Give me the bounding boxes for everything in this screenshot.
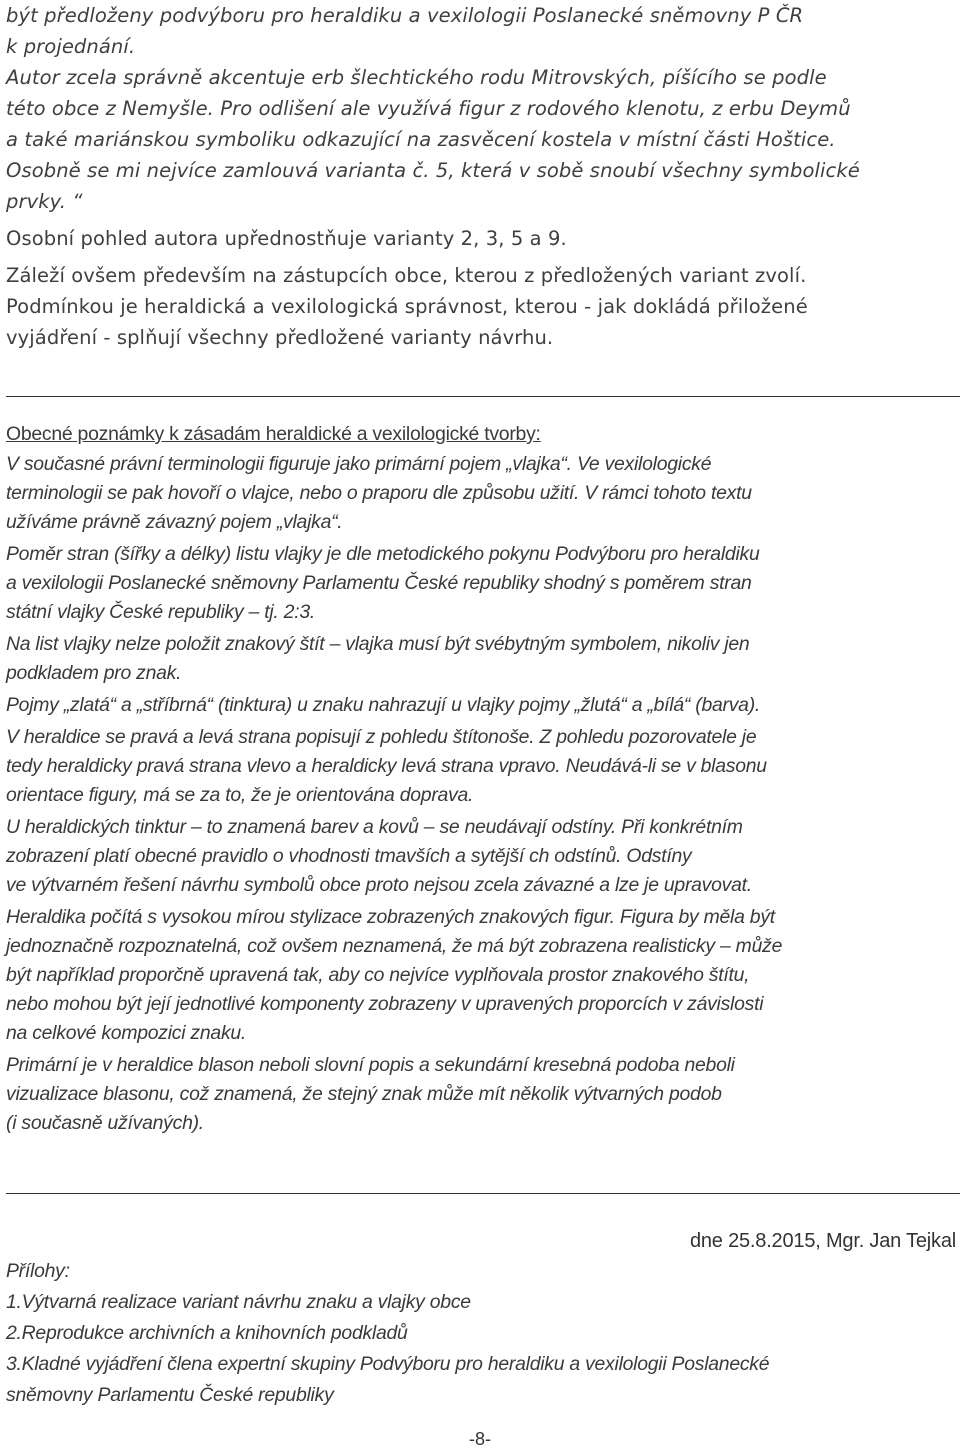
attachments	[6, 1256, 956, 1411]
decision-line: Záleží ovšem především na zástupcích obce, kterou z předložených variant zvolí.	[6, 264, 807, 287]
quote-line: prvky. “	[6, 190, 83, 213]
note-paragraph: Primární je v heraldice blason neboli slovní popis a sekundární kresebná podoba neboli vizualizace blasonu, což znamená, že stejný znak může mít několik výtvarných podob (i současně užívaných).	[6, 1054, 735, 1134]
general-notes	[6, 420, 956, 1141]
page-number: -8-	[469, 1429, 491, 1449]
attachment-item: 1.Výtvarná realizace variant návrhu znaku a vlajky obce	[6, 1291, 471, 1313]
attachment-item: 2.Reprodukce archivních a knihovních podkladů	[6, 1322, 408, 1344]
section-divider	[6, 1193, 960, 1194]
note-paragraph: Heraldika počítá s vysokou mírou stylizace zobrazených znakových figur. Figura by měla být jednoznačně rozpoznatelná, což ovšem neznamená, že má být zobrazena realisticky – může být například proporčně upravená tak, aby co nejvíce vyplňovala prostor znakového štítu, nebo mohou být její jednotlivé komponenty zobrazeny v upravených proporcích v závislosti na celkové kompozici znaku.	[6, 906, 783, 1044]
quote-line: a také mariánskou symboliku odkazující na zasvěcení kostela v místní části Hoštice.	[6, 128, 836, 151]
quote-line: být předloženy podvýboru pro heraldiku a vexilologii Poslanecké sněmovny P ČR	[6, 4, 804, 27]
attachments-list	[6, 1287, 956, 1411]
note-paragraph: V současné právní terminologii figuruje jako primární pojem „vlajka“. Ve vexilologické terminologii se pak hovoří o vlajce, nebo o praporu dle způsobu užití. V rámci tohoto textu užíváme právně závazný pojem „vlajka“.	[6, 453, 752, 533]
note-paragraph: Na list vlajky nelze položit znakový štít – vlajka musí být svébytným symbolem, nikoliv jen podkladem pro znak.	[6, 633, 750, 684]
signature-line: dne 25.8.2015, Mgr. Jan Tejkal	[689, 1230, 956, 1252]
note-paragraph: U heraldických tinktur – to znamená barev a kovů – se neudávají odstíny. Při konkrétním zobrazení platí obecné pravidlo o vhodnosti tmavších a sytější ch odstínů. Odstíny ve výtvarném řešení návrhu symbolů obce proto nejsou zcela závazné a lze je upravovat.	[6, 816, 752, 896]
section-divider	[6, 396, 960, 397]
note-paragraph: Pojmy „zlatá“ a „stříbrná“ (tinktura) u znaku nahrazují u vlajky pojmy „žlutá“ a „bílá“ (barva).	[6, 694, 761, 716]
quote-line: Osobně se mi nejvíce zamlouvá varianta č. 5, která v sobě snoubí všechny symbolické	[6, 159, 860, 182]
decision-paragraph	[6, 260, 956, 353]
expert-quote	[6, 0, 956, 217]
quote-line: této obce z Nemyšle. Pro odlišení ale využívá figur z rodového klenotu, z erbu Deymů	[6, 97, 851, 120]
note-paragraph: V heraldice se pravá a levá strana popisují z pohledu štítonoše. Z pohledu pozorovatele je tedy heraldicky pravá strana vlevo a heraldicky levá strana vpravo. Neudává-li se v blasonu orientace figury, má se za to, že je orientována doprava.	[6, 726, 767, 806]
author-view: Osobní pohled autora upřednostňuje varianty 2, 3, 5 a 9.	[6, 227, 567, 250]
quote-line: k projednání.	[6, 35, 136, 58]
decision-line: Podmínkou je heraldická a vexilologická správnost, kterou - jak dokládá přiložené	[6, 295, 808, 318]
decision-line: vyjádření - splňují všechny předložené varianty návrhu.	[6, 326, 554, 349]
notes-heading: Obecné poznámky k zásadám heraldické a vexilologické tvorby:	[6, 423, 541, 445]
note-paragraph: Poměr stran (šířky a délky) listu vlajky je dle metodického pokynu Podvýboru pro heraldiku a vexilologii Poslanecké sněmovny Parlamentu České republiky shodný s poměrem stran státní vlajky České republiky – tj. 2:3.	[6, 543, 760, 623]
attachment-item: sněmovny Parlamentu České republiky	[6, 1384, 334, 1406]
attachments-title: Přílohy:	[6, 1260, 70, 1282]
attachment-item: 3.Kladné vyjádření člena expertní skupiny Podvýboru pro heraldiku a vexilologii Poslanecké	[6, 1353, 770, 1375]
opinion-section	[6, 0, 956, 353]
quote-line: Autor zcela správně akcentuje erb šlechtického rodu Mitrovských, píšícího se podle	[6, 66, 827, 89]
